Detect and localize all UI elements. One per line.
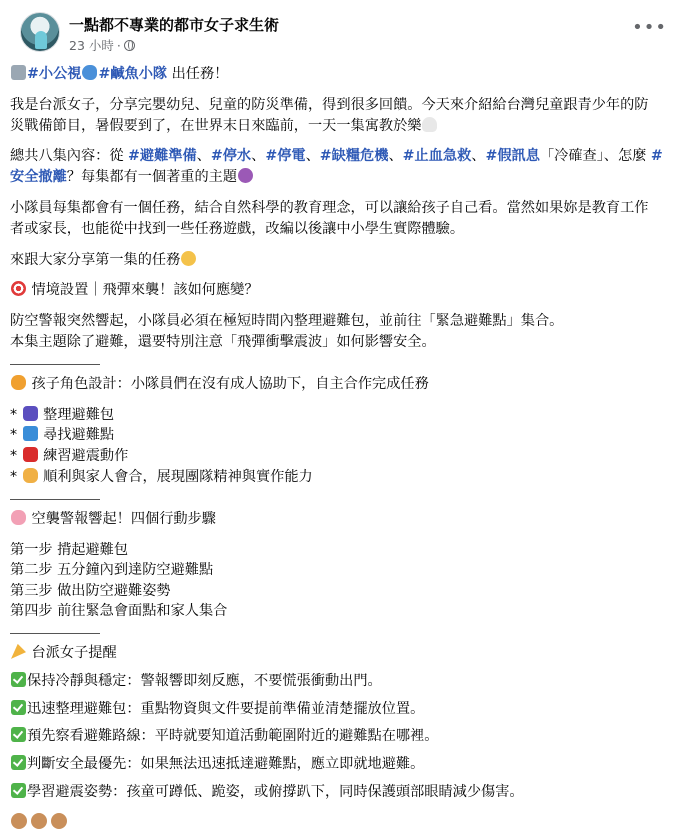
check-icon bbox=[11, 783, 26, 798]
role-title: 孩子角色設計：小隊員們在沒有成人協助下，自主合作完成任務 bbox=[10, 374, 690, 395]
headline-line bbox=[10, 64, 690, 85]
divider bbox=[10, 364, 100, 365]
step-item: 第二步 五分鐘內到達防空避難點 bbox=[10, 562, 214, 579]
role-item: * 練習避震動作 bbox=[10, 448, 129, 465]
role-item: * 整理避難包 bbox=[10, 406, 115, 423]
post-header bbox=[10, 0, 687, 60]
cowboy-icon bbox=[181, 251, 196, 266]
tip-item: 學習避震姿勢：孩童可蹲低、跪姿，或俯撐趴下，同時保護頭部眼睛減少傷害。 bbox=[10, 782, 690, 803]
post-body bbox=[10, 64, 690, 829]
share-line: 來跟大家分享第一集的任務 bbox=[10, 250, 690, 271]
tv-icon bbox=[11, 65, 26, 80]
tips-title: 台派女子提醒 bbox=[10, 643, 690, 664]
meta-separator: · bbox=[116, 37, 121, 53]
role-item: * 尋找避難點 bbox=[10, 427, 115, 444]
desc-line: 防空警報突然響起，小隊員必須在極短時間內整理避難包，並前往「緊急避難點」集合。 bbox=[10, 313, 564, 330]
hashtag-link[interactable]: #停電 bbox=[265, 148, 306, 165]
intro-line: 災戰備節目，暑假要到了，在世界末日來臨前，一天一集寓教於樂 bbox=[10, 116, 690, 137]
tip-item: 判斷安全最優先：如果無法迅速抵達避難點，應立即就地避難。 bbox=[10, 754, 690, 775]
check-icon bbox=[11, 755, 26, 770]
topics-line: 安全撤離？每集都有一個著重的主題 bbox=[10, 167, 690, 188]
hashtag-link[interactable]: #缺糧危機 bbox=[319, 148, 389, 165]
hashtag-link[interactable]: # bbox=[650, 148, 663, 165]
scenario-line: 情境設置｜飛彈來襲！該如何應變？ bbox=[10, 280, 690, 301]
intro-line: 我是台派女子，分享完嬰幼兒、兒童的防災準備，得到很多回饋。今天來介紹給台灣兒童跟青少年的防 bbox=[10, 96, 649, 113]
brain-icon bbox=[11, 510, 26, 525]
hashtag-link[interactable]: #假訊息 bbox=[485, 148, 540, 165]
map-icon bbox=[23, 426, 38, 441]
party-popper-icon bbox=[11, 644, 26, 659]
hashtag-link[interactable]: #止血急救 bbox=[402, 148, 472, 165]
tip-item: 迅速整理避難包：重點物資與文件要提前準備並清楚擺放位置。 bbox=[10, 699, 690, 720]
check-icon bbox=[11, 700, 26, 715]
more-icon[interactable]: ••• bbox=[632, 17, 667, 38]
step-item: 第三步 做出防空避難姿勢 bbox=[10, 582, 171, 599]
fish-icon bbox=[82, 65, 97, 80]
step-item: 第四步 前往緊急會面點和家人集合 bbox=[10, 603, 228, 620]
tip-item: 預先察看避難路線：平時就要知道活動範圍附近的避難點在哪裡。 bbox=[10, 726, 690, 747]
headline-suffix: 出任務！ bbox=[167, 66, 229, 82]
author-name[interactable]: 一點都不專業的都市女子求生術 bbox=[69, 16, 280, 34]
desc-line: 本集主題除了避難，還要特別注意「飛彈衝擊震波」如何影響安全。 bbox=[10, 333, 436, 350]
globe-icon[interactable] bbox=[124, 40, 135, 51]
alarm-title: 空襲警報響起！四個行動步驟 bbox=[10, 509, 690, 530]
hashtag-link[interactable]: #小公視 bbox=[27, 66, 82, 82]
hashtag-link[interactable]: #鹹魚小隊 bbox=[98, 66, 168, 82]
target-icon bbox=[11, 281, 26, 296]
post-meta bbox=[69, 36, 135, 54]
hashtag-link[interactable]: #停水 bbox=[210, 148, 252, 165]
hear-no-evil-monkey-icon bbox=[31, 813, 47, 829]
topics-line: 總共八集內容：從 #避難準備、#停水、#停電、#缺糧危機、#止血急救、#假訊息「冷確查」、怎麼 # bbox=[10, 148, 663, 165]
virus-icon bbox=[238, 168, 253, 183]
divider bbox=[10, 633, 100, 634]
ghost-icon bbox=[422, 117, 437, 132]
post-time[interactable]: 23 小時 bbox=[69, 38, 114, 53]
divider bbox=[10, 499, 100, 500]
monkey-emojis bbox=[10, 813, 690, 829]
para-line: 者或家長，也能從中找到一些任務遊戲，改編以後讓中小學生實際體驗。 bbox=[10, 220, 465, 237]
stop-sign-icon bbox=[23, 447, 38, 462]
family-icon bbox=[23, 468, 38, 483]
para-line: 小隊員每集都會有一個任務，結合自然科學的教育理念，可以讓給孩子自己看。當然如果妳是教育工作 bbox=[10, 199, 649, 216]
speak-no-evil-monkey-icon bbox=[51, 813, 67, 829]
tiger-icon bbox=[11, 375, 26, 390]
check-icon bbox=[11, 672, 26, 687]
see-no-evil-monkey-icon bbox=[11, 813, 27, 829]
check-icon bbox=[11, 727, 26, 742]
step-item: 第一步 揹起避難包 bbox=[10, 541, 129, 558]
hashtag-link[interactable]: 安全撤離 bbox=[10, 169, 67, 186]
tip-item: 保持冷靜與穩定：警報響即刻反應，不要慌張衝動出門。 bbox=[10, 671, 690, 692]
role-item: * 順利與家人會合，展現團隊精神與實作能力 bbox=[10, 468, 313, 485]
hashtag-link[interactable]: #避難準備 bbox=[128, 148, 197, 165]
backpack-icon bbox=[23, 406, 38, 421]
author-avatar[interactable] bbox=[20, 12, 60, 52]
